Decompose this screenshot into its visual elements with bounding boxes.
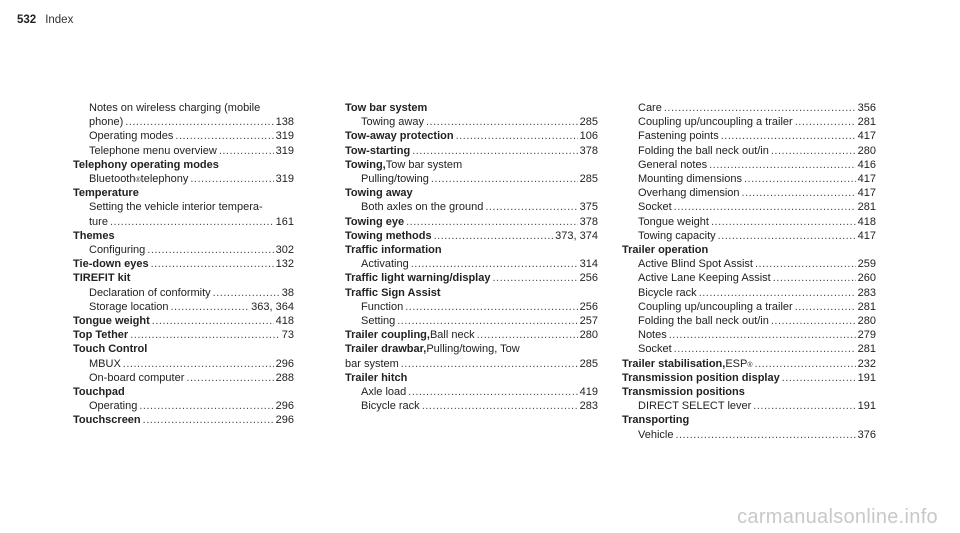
leader-dots [408,385,577,399]
leader-dots [175,129,273,143]
page-reference: 281 [857,300,876,313]
leader-dots [431,172,578,186]
leader-dots [411,257,578,271]
subentry-term: Coupling up/uncoupling a trailer [638,116,793,129]
page-reference: 138 [275,116,294,129]
index-entry: Trailer stabilisation, ESP ® ..... 232 [622,357,876,371]
index-entry [622,385,876,399]
index-column-2 [345,101,598,413]
page-reference: 296 [275,400,294,413]
subentry-term: Overhang dimension [638,187,740,200]
page-number: 532 [17,14,37,26]
subentry-term: Folding the ball neck out/in [638,315,769,328]
page-reference: 281 [857,116,876,129]
leader-dots [795,300,856,314]
leader-dots [485,200,577,214]
leader-dots [412,144,577,158]
subentry-term: Towing capacity [638,229,716,242]
index-subentry [345,172,598,186]
entry-term: Towing eye [345,215,405,228]
index-subentry [345,399,598,413]
leader-dots [753,399,855,413]
leader-dots [147,243,273,257]
index-subentry-text: Notes on wireless charging (mobile [89,102,261,114]
entry-term: Tongue weight [73,315,150,328]
page-reference: 283 [857,286,876,299]
page-reference: 132 [275,258,294,271]
subentry-term: Activating [361,258,409,271]
index-subentry [622,101,876,115]
index-subentry [622,200,876,214]
leader-dots [143,413,274,427]
leader-dots [742,186,856,200]
leader-dots [139,399,273,413]
index-entry [73,271,294,285]
subentry-term: Tongue weight [638,215,709,228]
index-subentry [345,300,598,314]
subentry-term: Folding the ball neck out/in [638,144,769,157]
subentry-term: bar system [345,357,399,370]
subentry-term: Configuring [89,244,146,257]
index-subentry [622,215,876,229]
subentry-term: DIRECT SELECT lever [638,400,752,413]
leader-dots [771,314,856,328]
index-subentry [345,200,598,214]
entry-term: Towing away [345,187,413,200]
entry-term: Towing, [345,158,386,171]
index-subentry-text: Setting the vehicle interior tempera- [89,201,263,214]
subentry-term: Function [361,300,404,313]
index-entry [73,413,294,427]
entry-reference: Pulling/towing, Tow [426,343,520,356]
page-reference: 191 [857,400,876,413]
index-entry [345,229,598,243]
index-entry [345,371,598,385]
subentry-term: Pulling/towing [361,173,429,186]
page-reference: 288 [275,371,294,384]
subentry-term: Notes [638,329,667,342]
entry-term: Traffic information [345,244,442,257]
page-reference: 280 [857,315,876,328]
page-reference: 281 [857,201,876,214]
page-reference: 314 [579,258,598,271]
page-reference: 419 [579,386,598,399]
leader-dots [795,115,856,129]
index-entry [345,101,598,115]
page-reference: 106 [579,130,598,143]
entry-term: TIREFIT kit [73,272,131,285]
index-entry [345,271,598,285]
entry-term: Trailer coupling, [345,329,430,342]
leader-dots [699,286,856,300]
index-entry [345,158,598,172]
subentry-term: Active Blind Spot Assist [638,258,753,271]
leader-dots [401,357,578,371]
section-title: Index [45,14,74,26]
page-reference: 319 [275,130,294,143]
entry-reference: ESP [725,357,748,370]
entry-term: Transmission position display [622,371,780,384]
subentry-term-cont: telephony [140,173,189,186]
leader-dots [456,129,578,143]
subentry-term: Operating modes [89,130,174,143]
entry-term: Trailer hitch [345,371,408,384]
page-reference: 280 [579,329,598,342]
leader-dots [213,286,280,300]
entry-reference: Ball neck [429,329,475,342]
page-reference: 285 [579,357,598,370]
entry-term: Temperature [73,187,139,200]
page-reference: 376 [857,428,876,441]
index-subentry [73,371,294,385]
subentry-term: phone) [89,116,124,129]
page-reference: 285 [579,116,598,129]
page-reference: 418 [275,315,294,328]
subentry-term: Vehicle [638,428,674,441]
index-subentry [73,357,294,371]
index-subentry [73,300,294,314]
index-entry [345,129,598,143]
leader-dots [721,129,856,143]
leader-dots [674,342,856,356]
index-entry [345,215,598,229]
page-reference: 417 [857,130,876,143]
leader-dots [718,229,856,243]
subentry-term: Bicycle rack [361,400,420,413]
subentry-term: Active Lane Keeping Assist [638,272,771,285]
index-entry [73,385,294,399]
index-subentry [345,115,598,129]
leader-dots [755,257,856,271]
index-subentry [622,342,876,356]
entry-term: Tie-down eyes [73,258,149,271]
page-reference: 319 [275,173,294,186]
leader-dots [674,200,856,214]
index-subentry [345,257,598,271]
entry-term: Touch Control [73,343,148,356]
page-reference: 378 [579,215,598,228]
index-subentry [73,286,294,300]
page-reference: 260 [857,272,876,285]
entry-term: Top Tether [73,329,129,342]
subentry-term: Fastening points [638,130,719,143]
page-reference: 256 [579,300,598,313]
leader-dots [397,314,577,328]
index-subentry [73,144,294,158]
index-subentry [622,186,876,200]
page-reference: 302 [275,244,294,257]
leader-dots [773,271,856,285]
index-entry [73,158,294,172]
entry-term: Touchpad [73,386,125,399]
page-reference: 416 [857,158,876,171]
entry-term: Traffic light warning/display [345,272,491,285]
index-entry [345,342,598,356]
index-subentry [622,314,876,328]
subentry-term: Both axles on the ground [361,201,484,214]
entry-term: Towing methods [345,229,432,242]
subentry-term: Setting [361,315,396,328]
index-subentry [73,215,294,229]
page-reference: 191 [857,371,876,384]
leader-dots [219,144,274,158]
leader-dots [675,428,855,442]
page-reference: 73 [281,329,294,342]
index-entry [73,314,294,328]
entry-term: Tow-starting [345,144,411,157]
subentry-term: On-board computer [89,371,185,384]
index-subentry: Bluetooth ® telephony ..... 319 [73,172,294,186]
subentry-term: Care [638,102,662,114]
subentry-term: Telephone menu overview [89,144,217,157]
index-subentry [622,257,876,271]
leader-dots [669,328,856,342]
page-reference: 257 [579,315,598,328]
page-reference: 232 [857,357,876,370]
page-reference: 296 [275,357,294,370]
leader-dots [123,357,274,371]
page-reference: 417 [857,229,876,242]
leader-dots [755,357,856,371]
leader-dots [422,399,578,413]
leader-dots [709,158,856,172]
leader-dots [664,101,856,115]
subentry-term: Declaration of conformity [89,286,211,299]
index-subentry [73,399,294,413]
leader-dots [406,215,578,229]
leader-dots [171,300,250,314]
entry-term: Touchscreen [73,414,141,427]
page-reference: 363, 364 [251,300,294,313]
page-reference: 285 [579,173,598,186]
index-subentry [622,328,876,342]
subentry-term: Bluetooth [89,173,136,186]
index-subentry [622,172,876,186]
index-subentry [622,271,876,285]
subentry-term: Operating [89,400,138,413]
subentry-term: Towing away [361,116,424,129]
entry-term: Tow bar system [345,102,428,114]
page-reference: 283 [579,400,598,413]
page-reference: 417 [857,187,876,200]
index-entry [345,286,598,300]
entry-term: Transmission positions [622,386,745,399]
leader-dots [492,271,577,285]
entry-term: Themes [73,229,115,242]
entry-reference: Tow bar system [385,158,463,171]
page-reference: 418 [857,215,876,228]
index-entry [73,342,294,356]
index-subentry [622,300,876,314]
page-reference: 356 [857,102,876,114]
subentry-term: Socket [638,343,672,356]
leader-dots [130,328,280,342]
page-header [17,14,73,26]
page-reference: 280 [857,144,876,157]
index-entry [345,186,598,200]
page-reference: 319 [275,144,294,157]
leader-dots [744,172,856,186]
subentry-term: Socket [638,201,672,214]
leader-dots [152,314,274,328]
page-reference: 38 [281,286,294,299]
leader-dots [782,371,856,385]
entry-term: Telephony operating modes [73,158,219,171]
index-entry [345,144,598,158]
leader-dots [434,229,554,243]
leader-dots [771,144,856,158]
subentry-term: ture [89,215,108,228]
index-subentry [622,428,876,442]
page-reference: 259 [857,258,876,271]
index-entry [622,413,876,427]
subentry-term: Bicycle rack [638,286,697,299]
page-reference: 417 [857,173,876,186]
index-subentry [622,399,876,413]
page-reference: 373, 374 [555,229,598,242]
index-entry [73,257,294,271]
page-reference: 279 [857,329,876,342]
index-entry [345,328,598,342]
entry-term: Trailer drawbar, [345,343,427,356]
leader-dots [190,172,273,186]
subentry-term: General notes [638,158,708,171]
leader-dots [426,115,578,129]
watermark: carmanualsonline.info [737,506,938,528]
entry-term: Traffic Sign Assist [345,286,441,299]
subentry-term: Storage location [89,300,169,313]
index-column-3 [622,101,876,442]
index-subentry [622,129,876,143]
page-reference: 161 [275,215,294,228]
index-subentry [622,144,876,158]
index-subentry [345,314,598,328]
subentry-term: Mounting dimensions [638,173,742,186]
page-reference: 375 [579,201,598,214]
subentry-term: Coupling up/uncoupling a trailer [638,300,793,313]
entry-term: Transporting [622,414,690,427]
leader-dots [110,215,274,229]
entry-term: Tow-away protection [345,130,454,143]
page-reference: 256 [579,272,598,285]
index-subentry [622,229,876,243]
leader-dots [477,328,578,342]
index-subentry [73,243,294,257]
subentry-term: Axle load [361,386,407,399]
leader-dots [711,215,856,229]
index-entry [345,243,598,257]
index-subentry [345,357,598,371]
index-entry [73,229,294,243]
entry-term: Trailer operation [622,244,709,257]
entry-term: Trailer stabilisation, [622,357,726,370]
index-subentry [345,385,598,399]
leader-dots [151,257,274,271]
subentry-term: MBUX [89,357,121,370]
index-column-1 [73,101,294,428]
index-subentry [73,115,294,129]
leader-dots [125,115,273,129]
index-entry [622,243,876,257]
leader-dots [405,300,577,314]
index-subentry [622,286,876,300]
page-reference: 296 [275,414,294,427]
index-subentry [622,115,876,129]
index-entry [73,186,294,200]
leader-dots [186,371,273,385]
index-subentry [622,158,876,172]
page-reference: 281 [857,343,876,356]
index-subentry [73,129,294,143]
page-reference: 378 [579,144,598,157]
index-entry [73,328,294,342]
index-entry [622,371,876,385]
